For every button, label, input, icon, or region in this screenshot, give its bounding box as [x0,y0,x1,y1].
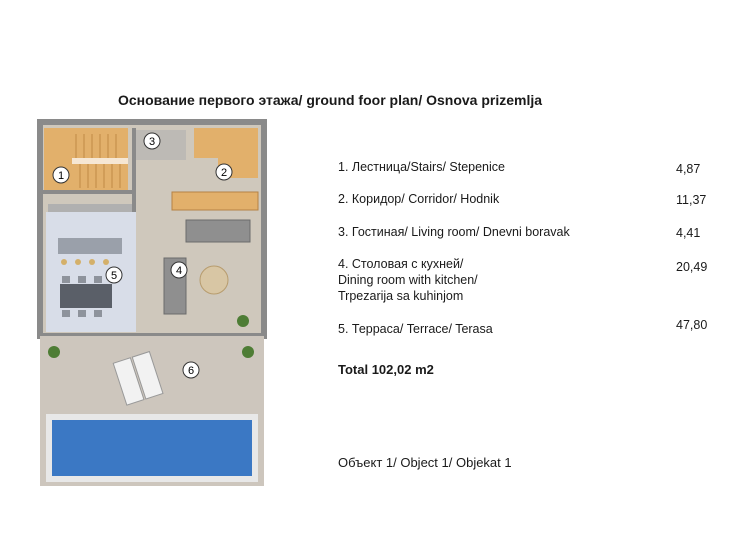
svg-text:2: 2 [220,167,228,179]
kitchen-counter [48,204,132,212]
label-circle-3 [144,133,160,149]
object-label: Объект 1/ Object 1/ Objekat 1 [338,455,512,470]
legend-area-2: 11,37 [676,193,707,207]
total-area: Total 102,02 m2 [338,362,434,377]
legend-area-1: 4,87 [676,162,701,176]
svg-text:5: 5 [110,270,118,282]
label-circle-4 [171,262,187,278]
legend-row-3: 3. Гостиная/ Living room/ Dnevni boravak [338,225,570,239]
svg-text:6: 6 [187,365,195,377]
page-title: Основание первого этажа/ ground foor plan/ Osnova prizemlja [118,92,543,108]
svg-text:3: 3 [148,136,156,148]
stair-landing [72,158,128,164]
label-circle-1 [53,167,69,183]
legend-row-4-line-2: Dining room with kitchen/ [338,273,478,287]
svg-text:1: 1 [57,170,65,182]
label-circle-5 [106,267,122,283]
legend-area-4: 20,49 [676,260,708,274]
svg-text:4: 4 [175,265,183,277]
small-room [136,130,186,160]
legend-row-5: 5. Терраса/ Terrace/ Terasa [338,322,493,336]
label-circle-6 [183,362,199,378]
legend-row-2: 2. Коридор/ Corridor/ Hodnik [338,192,500,206]
kitchen-island [58,238,122,254]
legend-row-4-line-3: Trpezarija sa kuhinjom [338,289,464,303]
legend-area-5: 47,80 [676,318,708,332]
sofa-top [186,220,250,242]
legend-area-3: 4,41 [676,226,701,240]
pool [52,420,252,476]
legend-row-1: 1. Лестница/Stairs/ Stepenice [338,160,505,174]
dining-table [60,284,112,308]
interior-wall-vertical [132,128,136,212]
wood-bench [172,192,258,210]
interior-wall [42,190,134,194]
rug [200,266,228,294]
floor-plan [36,118,268,490]
label-circle-2 [216,164,232,180]
legend-row-4-line-1: 4. Столовая с кухней/ [338,257,464,271]
kitchen-area [46,212,136,332]
